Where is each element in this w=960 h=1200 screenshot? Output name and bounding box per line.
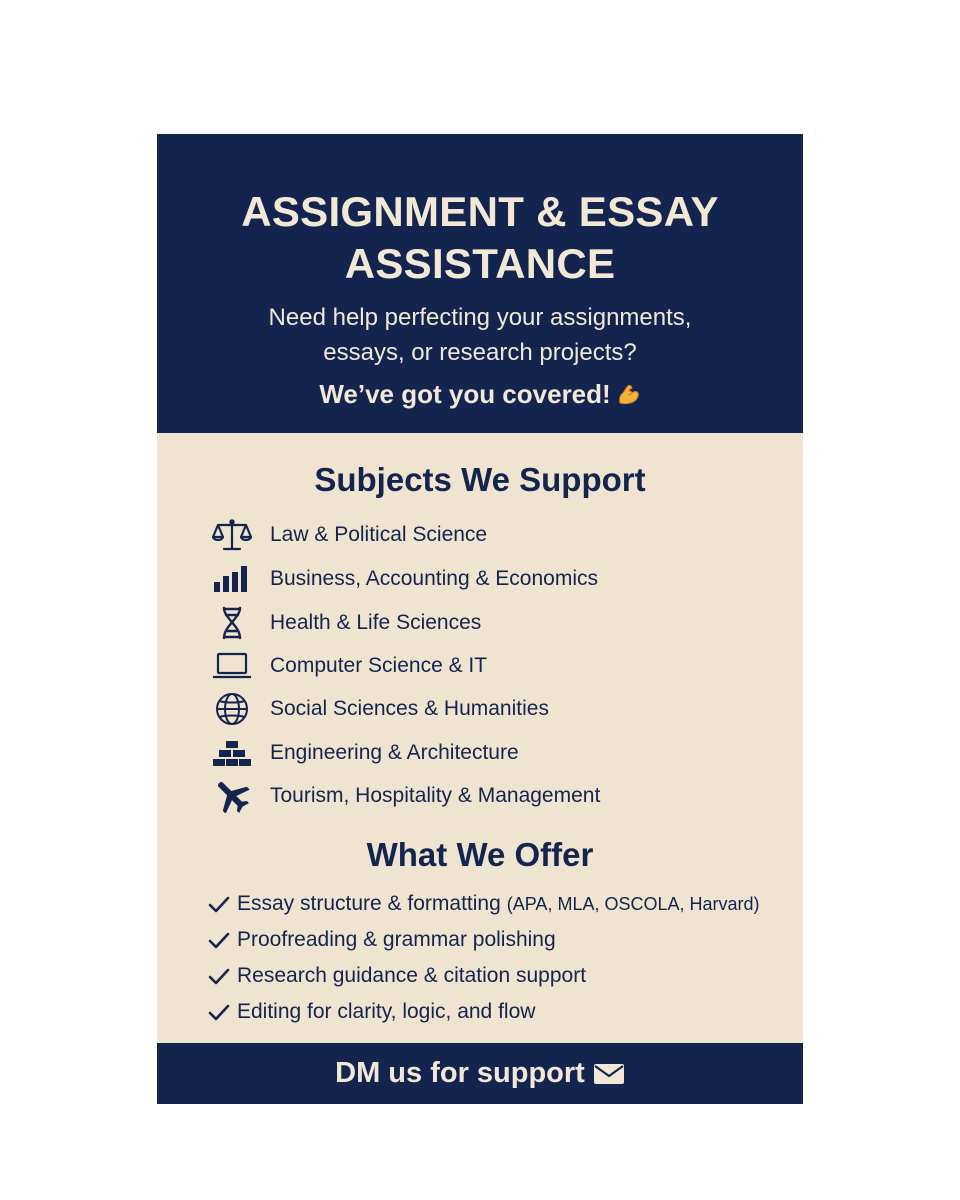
checkmark-icon [207, 964, 231, 988]
subject-label: Law & Political Science [270, 523, 488, 546]
envelope-icon [593, 1063, 625, 1085]
page-title [157, 186, 803, 290]
checkmark-icon [207, 928, 231, 952]
subject-label: Health & Life Sciences [270, 611, 482, 634]
offer-item [207, 996, 535, 1028]
intro-line-2: essays, or research projects? [323, 339, 637, 366]
offer-title: What We Offer [366, 836, 594, 873]
offer-text: Editing for clarity, logic, and flow [237, 1000, 536, 1023]
title-line-1: ASSIGNMENT & ESSAY [241, 188, 719, 235]
offer-detail: (APA, MLA, OSCOLA, Harvard) [506, 893, 760, 914]
intro-text [157, 300, 803, 370]
offer-item [207, 924, 556, 956]
subject-item-computer-science [211, 648, 487, 684]
checkmark-icon [207, 1000, 231, 1024]
laptop-icon [211, 649, 253, 683]
header-banner [157, 134, 803, 433]
subject-item-law [211, 517, 487, 553]
bricks-icon [211, 736, 253, 770]
tagline-text: We’ve got you covered! [319, 379, 611, 409]
flexed-biceps-icon [617, 382, 641, 406]
globe-icon [211, 692, 253, 726]
subject-label: Social Sciences & Humanities [270, 697, 549, 720]
subject-item-business [211, 561, 598, 597]
offer-text: Research guidance & citation support [237, 964, 587, 987]
subject-label: Engineering & Architecture [270, 741, 519, 764]
tagline [157, 377, 803, 411]
title-line-2: ASSISTANCE [344, 240, 616, 287]
intro-line-1: Need help perfecting your assignments, [268, 304, 692, 331]
offer-item [207, 888, 760, 920]
offer-item [207, 960, 586, 992]
dna-icon [211, 606, 253, 640]
airplane-icon [211, 779, 253, 813]
subject-item-social-sciences [211, 691, 549, 727]
footer-banner[interactable] [157, 1043, 803, 1104]
subject-label: Tourism, Hospitality & Management [270, 784, 601, 807]
subject-item-engineering [211, 735, 519, 771]
flyer-card [157, 134, 803, 1104]
subjects-title: Subjects We Support [314, 461, 646, 498]
scales-icon [211, 518, 253, 552]
footer-cta[interactable]: DM us for support [335, 1057, 585, 1089]
subject-label: Business, Accounting & Economics [270, 567, 599, 590]
bar-chart-icon [211, 562, 253, 596]
subject-label: Computer Science & IT [270, 654, 488, 677]
subject-item-tourism [211, 778, 600, 814]
checkmark-icon [207, 892, 231, 916]
offer-text: Essay structure & formatting [237, 892, 501, 915]
subject-item-health [211, 605, 481, 641]
offer-text: Proofreading & grammar polishing [237, 928, 556, 951]
